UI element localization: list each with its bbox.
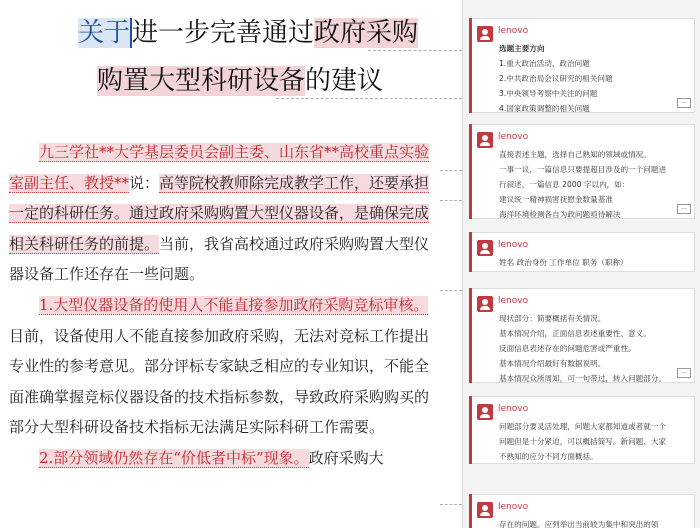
comment-card-2[interactable] (469, 124, 695, 219)
user-avatar-icon (477, 296, 493, 312)
comment-author: lenovo (498, 26, 529, 36)
paragraph-3-rest: 政府采购大 (308, 448, 384, 467)
comment-text: 问题部分要灵活处理，问题大家都知道或者就一个 问题但是十分紧迫，可以概括简写。新问题、大家 不熟知的应分不同方面概括。 (499, 422, 667, 461)
more-options-icon[interactable]: … (677, 204, 691, 214)
comments-pane (462, 0, 700, 528)
title-commented-text-2[interactable]: 购置大型科研设备 (97, 66, 306, 96)
title-selected-text[interactable]: 关于 (78, 18, 131, 48)
user-avatar-icon (477, 26, 493, 42)
user-avatar-icon (477, 132, 493, 148)
comment-text: 选题主要方向 1.重大政治活动、政治问题 2.中共政治局会议研究的相关问题 3.中央领导考察中关注的问题 4.国家政策调整的相关问题 (499, 44, 613, 113)
author-commented-text[interactable]: 九三学社**大学基层委员会副主委、山东省**高校重点实验室副主任、教授** (9, 143, 430, 192)
title-commented-text[interactable]: 政府采购 (314, 18, 419, 48)
document-body (9, 137, 439, 474)
user-avatar-icon (477, 502, 493, 518)
comment-text: 姓名 政治身份 工作单位 职务（职称） (499, 258, 628, 267)
comment-card-4[interactable] (469, 288, 695, 383)
comment-text: 直接表述主题，选择自己熟知的领域或情况。 一事一议，一篇信息只要提超目涉及的一个问题进 行叙述，一篇信息 2000 字以内，如： 建议统一精神损害抚慰金数量基准 海洋环境检测各自为政问题亟待解决 (499, 150, 667, 219)
title-suffix: 的建议 (305, 66, 384, 96)
comment-connector (440, 200, 462, 201)
document-title-line-2 (97, 60, 383, 97)
comment-author: lenovo (498, 404, 529, 414)
status-commented-text[interactable]: 高等院校教师除完成教学工作，还要承担一定的科研任务。通过政府采购购置大型仪器设备，是确保完成相关科研任务的前提。 (9, 173, 430, 253)
document-title-line-1 (78, 12, 418, 49)
comment-connector (368, 50, 462, 51)
problem-heading-1[interactable]: 1.大型仪器设备的使用人不能直接参加政府采购竞标审核。 (39, 295, 429, 314)
comment-card-3[interactable] (469, 232, 695, 272)
paragraph-2-rest: 目前，设备使用人不能直接参加政府采购，无法对竞标工作提出专业性的参考意见。部分评标专家缺乏相应的专业知识，不能全面准确掌握竞标仪器设备的技术指标参数，导致政府采购购买的部分大型科研设备技术指标无法满足实际科研工作需要。 (9, 326, 430, 437)
more-options-icon[interactable]: … (677, 98, 691, 108)
comment-connector (440, 170, 462, 171)
comment-connector (440, 504, 462, 505)
comment-connector (440, 290, 462, 291)
paragraph-2 (9, 290, 439, 443)
comment-author: lenovo (498, 132, 529, 142)
more-options-icon[interactable]: … (677, 368, 691, 378)
comment-card-5[interactable] (469, 396, 695, 464)
comment-card-6[interactable] (469, 494, 695, 528)
user-avatar-icon (477, 404, 493, 420)
paragraph-1-rest: 当前，我省高校通过政府采购购置大型仪器设备工作还存在一些问题。 (9, 234, 430, 284)
comment-connector (276, 98, 462, 99)
say-text: 说： (129, 173, 160, 192)
comment-author: lenovo (498, 240, 529, 250)
problem-heading-2[interactable]: 2.部分领域仍然存在“价低者中标”现象。 (39, 448, 309, 467)
title-text: 进一步完善通过 (132, 18, 315, 48)
comment-text: 现状部分：简要概括有关情况。 基本情况介绍，正面信息表述重要性、意义。 反面信息表述存在的问题危害或严重性。 基本情况介绍最好有数据说明。 基本情况众所周知，可一句带过，转入问题部分。 (499, 314, 667, 383)
paragraph-1 (9, 137, 439, 290)
comment-text: 存在的问题。应列举出当前较为集中和突出的领 (499, 520, 659, 528)
comment-author: lenovo (498, 502, 529, 512)
comment-card-1[interactable] (469, 18, 695, 113)
paragraph-3 (9, 443, 439, 474)
comment-author: lenovo (498, 296, 529, 306)
user-avatar-icon (477, 240, 493, 256)
